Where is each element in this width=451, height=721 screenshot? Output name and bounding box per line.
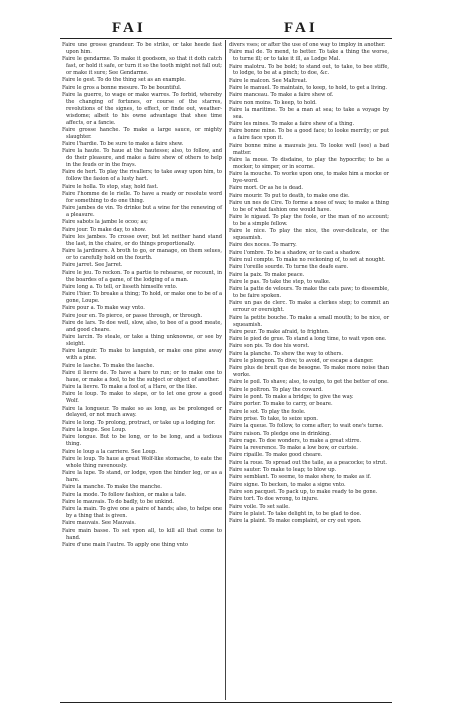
dictionary-entry: Faire les mines. To make a faire shew of a thing. (229, 121, 355, 128)
dictionary-entry: Faire l'ombre. To be a shadow, or to cast a shadow. (229, 249, 361, 256)
dictionary-entry: Faire le poil. To shave; also, to outgo, to get the better of one. (229, 379, 389, 386)
dictionary-entry: Faire la guerre, to wage or make warres. To forbid, whereby the changing of fortunes, or course of the starres, revolutions of the signes, to effect, or finde out, weather-wisdome; albeit to his owne advantage that shee time affects, or a fancie. (62, 91, 222, 126)
header-left-title: FAI (112, 20, 146, 36)
dictionary-entry: Faire d'une main l'autre. To apply one thing vnto (62, 541, 188, 548)
dictionary-entry: Faire bonne mine. To be a good face; to looke merrily; or put a faire face vpon it. (229, 128, 389, 142)
dictionary-entry: Faire prise. To take, to seize upon. (229, 415, 319, 422)
header-rule (60, 38, 392, 39)
dictionary-entry: Faire le gest. To do the thing set as an example. (62, 77, 186, 84)
dictionary-entry: Faire le pas. To take the step, to walke. (229, 278, 331, 285)
dictionary-entry: Faire la paix. To make peace. (229, 271, 305, 278)
dictionary-entry: Faire la patte de velours. To make the cats paw; to dissemble, to be faire spoken. (229, 286, 389, 300)
dictionary-entry: Faire un nes de Cire. To forme a nose of wax; to make a thing to be of what fashion one would have. (229, 199, 389, 213)
dictionary-entry: Faire la mode. To follow fashion, or make a tale. (62, 491, 187, 498)
dictionary-entry: Faire son pacquet. To pack up, to make ready to be gone. (229, 488, 378, 495)
dictionary-entry: Faire le loup a la carriere. See Loup. (62, 448, 157, 455)
dictionary-entry: Faire le holla. To stop, stay, hold fast. (62, 183, 159, 190)
dictionary-entry: Faire mourir. To put to death, to make one die. (229, 192, 350, 199)
dictionary-entry: Faire rage. To doe wonders, to make a great stirre. (229, 437, 362, 444)
dictionary-entry: Faire raison. To pledge one in drinking. (229, 430, 331, 437)
dictionary-entry: Faire le nice. To play the nice, the over-delicate, or the squeamish. (229, 228, 389, 242)
right-column (229, 42, 389, 525)
dictionary-entry: divers vses; or after the use of one way to imploy in another. (229, 42, 386, 48)
dictionary-entry: Faire un pas de clerc. To make a clerkes step; to commit an errour or oversight. (229, 300, 389, 314)
dictionary-entry: Faire le loup. To haue a great Wolf-like stomache, to eate the whole thing ravenously. (62, 455, 222, 469)
dictionary-entry: Faire l'hier. To breake a thing; To hold, or make one to be of a gone, Loupe. (62, 291, 222, 305)
dictionary-entry: Faire l'oreille sourde. To turne the deafe eare. (229, 264, 349, 271)
dictionary-entry: Faire la haute. To haue at the hautesse; also, to follow, and do their pleasure, and make a faire shew of others to help in the feuds or in the frays. (62, 148, 222, 169)
dictionary-entry: Faire le gendarme. To make it goodsom, so that it doth catch fast, or hold it safe, or turn it so the tooth might not fall out; or make it sure; See Gendarme. (62, 56, 222, 77)
dictionary-entry: Faire son pis. To doe his worst. (229, 343, 310, 350)
dictionary-entry: Faire le plongeon. To dive; to avoid, or escape a danger. (229, 357, 374, 364)
dictionary-entry: Faire la queue. To follow, to come after; to wait one's turne. (229, 423, 384, 430)
dictionary-entry: Faire sabots la jambe le ocoo; as; (62, 219, 148, 226)
dictionary-entry: Faire le pont. To make a bridge; to give the way. (229, 394, 354, 401)
dictionary-entry: Faire signe. To becken, to make a signe vnto. (229, 481, 346, 488)
dictionary-entry: Faire l'hardie. To be sure to make a faire shew. (62, 141, 184, 148)
dictionary-entry: Faire la roue. To spread out the taile, as a peacocke; to strut. (229, 459, 387, 466)
dictionary-entry: Faire long a. To tell, or lisseth himselfe vnto. (62, 283, 178, 290)
dictionary-entry: Faire le manuel. To maintain, to keep, to hold, to get a living. (229, 85, 388, 91)
dictionary-entry: Faire des noces. To marry. (229, 242, 297, 249)
dictionary-entry: Faire la longueur. To make so as long, as be prolonged or delayed, or not much away. (62, 405, 222, 419)
dictionary-entry: Faire jour en. To pierce, or passe through, or through. (62, 312, 203, 319)
footer-rule (60, 702, 392, 703)
dictionary-entry: Faire le plaist. To take delight in, to be glad to doe. (229, 510, 362, 517)
dictionary-entry: Faire pour a. To make way vnto. (62, 305, 145, 312)
dictionary-entry: Faire la main. To give one a paire of hands; also, to helpe one by a thing that is given. (62, 506, 222, 520)
dictionary-entry: Faire bonne mine a mauvais jeu. To looke well (see) a bad matter. (229, 142, 389, 156)
dictionary-entry: Faire la reverence. To make a low bow, or curtsie. (229, 445, 358, 452)
left-column (62, 42, 222, 549)
dictionary-entry: Faire la planche. To shew the way to others. (229, 350, 344, 357)
dictionary-entry: Faire languir. To make to languish, or make one pine away with a pine. (62, 348, 222, 362)
dictionary-entry: Faire le malcon. See Maltreat. (229, 77, 308, 84)
dictionary-entry: Faire le loup. To make to slepe, or to let one grow a good Wolf. (62, 391, 222, 405)
dictionary-entry: Faire mort. Or as he is dead. (229, 185, 304, 192)
dictionary-entry: Faire le gros a bonne mesure. To be bountiful. (62, 84, 182, 91)
dictionary-entry: Faire le long. To prolong, protract, or take up a lodging for. (62, 419, 216, 426)
dictionary-entry: Faire la plaint. To make complaint, or cry out vpon. (229, 518, 362, 525)
dictionary-entry: Faire semblant. To seeme, to make shew, to make as if. (229, 474, 372, 481)
dictionary-entry: Faire nul compte. To make no reckoning of, to set at nought. (229, 257, 386, 263)
header-right-title: FAI (284, 20, 318, 36)
dictionary-entry: Faire la petite bouche. To make a small mouth; to be nice, or squeamish. (229, 314, 389, 328)
dictionary-entry: Faire l'homme de le rielle. To have a ready or resolute word for something to do one thing. (62, 190, 222, 204)
dictionary-entry: Faire jour. To make day, to show. (62, 226, 147, 233)
dictionary-entry: Faire la maritime. To be a man at sea; to take a voyage by sea. (229, 106, 389, 120)
dictionary-entry: Faire grosse hanche. To make a large sauce, or mighty slaughter. (62, 126, 222, 140)
dictionary-entry: Faire non moins. To keep, to hold. (229, 99, 317, 106)
dictionary-entry: Faire voile. To set saile. (229, 503, 290, 510)
dictionary-entry: Faire jambes de vin. To drinke but a wine for the renewing of a pleasure. (62, 205, 222, 219)
dictionary-entry: Faire larcin. To steale, or take a thing unknowne, or see by sleight. (62, 334, 222, 348)
dictionary-entry: Faire plus de bruit que de besogne. To make more noise than worke. (229, 365, 389, 379)
dictionary-entry: Faire le mauvais. To do badly, to be unkind. (62, 498, 175, 505)
dictionary-entry: Faire mauvais. See Mauvais. (62, 520, 136, 527)
dictionary-entry: Faire les jambes. To crosse over, but let neither hand stand the last, in the chaire, or do things proportionally. (62, 233, 222, 247)
running-header (62, 20, 388, 38)
dictionary-entry: Faire mal de. To mend, to better. To take a thing the worse, to turne ill; or to take it ill, as Lodge Mal. (229, 49, 389, 63)
dictionary-entry: Faire porter. To make to carry, or beare. (229, 401, 333, 408)
dictionary-entry: Faire la lievre. To make a fool of, a Hare, or the like. (62, 384, 198, 391)
dictionary-entry: Faire une grosse grandeur. To be strike, or take heede fast upon him. (62, 42, 222, 55)
dictionary-entry: Faire le jeu. To reckon. To a partie to rehearse, or recount, in the boardes of a game, of the lodging of a man. (62, 269, 222, 283)
dictionary-entry: Faire la lupe. To stand, or lodge, vpon the hinder leg, or as a hare. (62, 470, 222, 483)
dictionary-entry: Faire jarret. See Jarret. (62, 262, 123, 269)
dictionary-entry: Faire de lars. To doe well, slow, also, to bee of a good meate, and good cheare. (62, 319, 222, 333)
dictionary-entry: Faire manceau. To make a faire shew of. (229, 92, 334, 99)
dictionary-entry: Faire peur. To make afraid, to frighten. (229, 328, 330, 335)
dictionary-entry: Faire le lasche. To make the lasche. (62, 362, 155, 369)
dictionary-entry: Faire longue. But to be long, or to be long, and a tedious thing. (62, 434, 222, 448)
dictionary-entry: Faire ripaille. To make good cheare. (229, 452, 323, 459)
dictionary-entry: Faire la jardinere. A broth to go, or manage, on them selues, or to carefully hold on the fourth. (62, 248, 222, 262)
dictionary-entry: Faire il lievre de. To have a hare to run; or to make one to haue, or make a fool, to be the subject or object of another. (62, 369, 222, 383)
dictionary-entry: Faire la loupe. See Loup. (62, 427, 127, 434)
dictionary-entry: Faire le sot. To play the foole. (229, 408, 306, 415)
dictionary-entry: Faire tort. To doe wrong, to injure. (229, 496, 319, 503)
dictionary-entry: Faire la mouche. To worke upon one, to make him a mocke or bye-word. (229, 171, 389, 184)
dictionary-entry: Faire le poltron. To play the coward. (229, 386, 323, 393)
dictionary-entry: Faire de hert. To play the rivallers; to take away upon him, to follow the fasion of a lusty hart. (62, 169, 222, 183)
dictionary-entry: Faire malotru. To be bold; to stand out, to take, to bee stiffe, to lodge, to be at a pinch; to doe, &c. (229, 63, 389, 77)
dictionary-entry: Faire le nigaud. To play the foole, or the man of no account; to be a simple fellow. (229, 214, 389, 227)
column-divider (225, 40, 226, 700)
dictionary-entry: Faire sauter. To make to leap; to blow up. (229, 467, 337, 474)
dictionary-entry: Faire main basse. To set vpon all, to kill all that come to hand. (62, 527, 222, 541)
dictionary-entry: Faire la moue. To disdaine, to play the hypocrite; to be a mocker, to simper, or in scorne. (229, 156, 389, 170)
dictionary-entry: Faire le pied de grue. To stand a long time, to wait vpon one. (229, 336, 387, 343)
dictionary-entry: Faire la manche. To make the manche. (62, 484, 162, 491)
